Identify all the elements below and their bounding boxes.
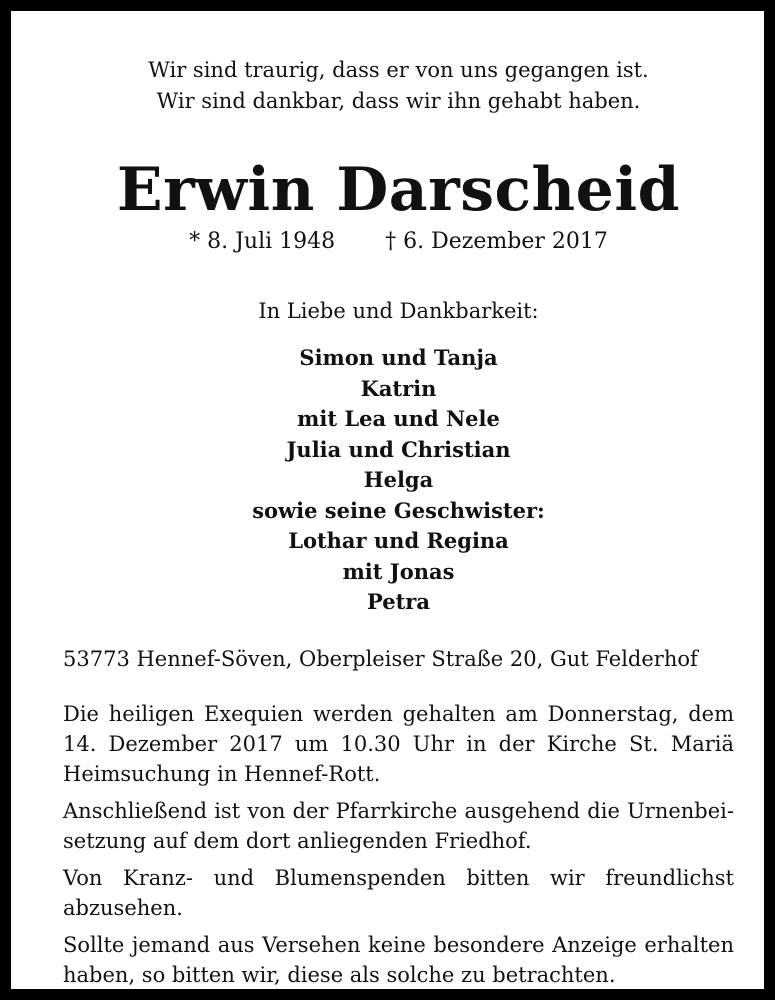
birth-date: * 8. Juli 1948: [189, 229, 336, 254]
note-paragraph: Die heiligen Exequien werden gehalten am Donnerstag, dem 14. Dezember 2017 um 10.30 Uhr in der Kirche St. Mariä Heimsuchung in Hennef-Rott.: [63, 702, 734, 786]
mourner-line: Lothar und Regina: [288, 528, 509, 553]
mourner-line: mit Jonas: [342, 558, 455, 584]
life-dates: [63, 225, 734, 259]
deceased-name: Erwin Darscheid: [116, 155, 681, 225]
mourner-line: Julia und Christian: [286, 436, 511, 462]
mourner-line: Helga: [363, 467, 434, 492]
motto: [63, 55, 734, 117]
mourner-line: sowie seine Geschwister:: [252, 497, 545, 523]
mourner-line: Katrin: [360, 375, 437, 401]
motto-line-2: Wir sind dankbar, dass wir ihn gehabt haben.: [156, 89, 641, 113]
motto-line-1: Wir sind traurig, dass er von uns gegangen ist.: [148, 58, 649, 82]
note-paragraph: Anschließend ist von der Pfarrkirche ausgehend die Urnenbeisetzung auf dem dort anliegenden Friedhof.: [63, 799, 734, 853]
notes: [63, 699, 734, 997]
intro-text: In Liebe und Dankbarkeit:: [258, 299, 539, 323]
mourner-line: Petra: [367, 589, 430, 614]
mourners-list: [63, 343, 734, 618]
address: 53773 Hennef-Söven, Oberpleiser Straße 20, Gut Felderhof: [63, 647, 698, 671]
mourner-line: Simon und Tanja: [299, 345, 498, 370]
death-date: † 6. Dezember 2017: [385, 229, 608, 254]
mourner-line: mit Lea und Nele: [297, 406, 500, 431]
note-paragraph: Sollte jemand aus Versehen keine besondere Anzeige erhalten haben, so bitten wir, diese als solche zu betrachten.: [63, 933, 734, 987]
note-paragraph: Von Kranz- und Blumenspenden bitten wir freundlichst abzusehen.: [63, 866, 734, 920]
